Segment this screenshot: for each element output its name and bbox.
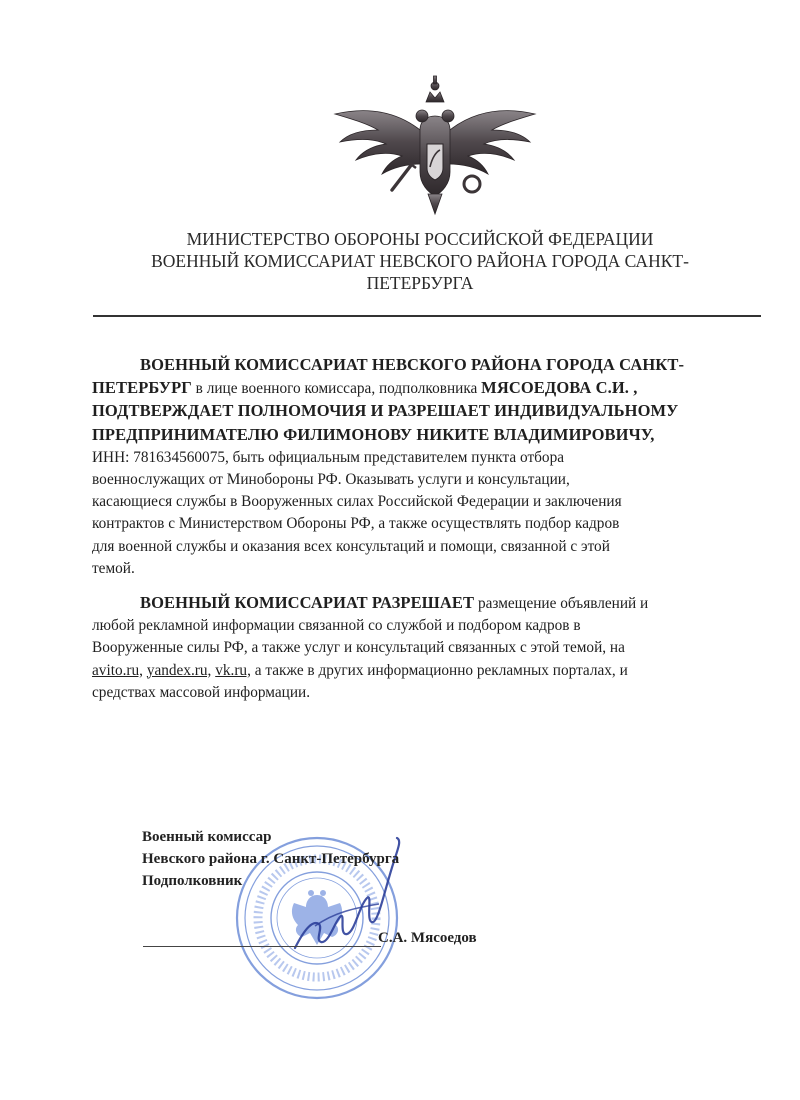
signature-line [143,946,381,947]
authorization-paragraph [92,354,764,580]
para1-line2-bold: ПЕТЕРБУРГ [92,378,192,398]
header-divider [93,315,761,317]
para2-line2: любой рекламной информации связанной со службой и подбором кадров в [92,617,581,635]
signatory-rank: Подполковник [142,873,243,889]
link-yandex[interactable]: yandex.ru, [146,661,212,679]
para1-line8: контрактов с Министерством Обороны РФ, а также осуществлять подбор кадров [92,515,620,533]
link-avito[interactable]: avito.ru, [92,661,143,679]
signatory-name: С.А. Мясоедов [378,930,477,946]
letterhead-ministry: МИНИСТЕРСТВО ОБОРОНЫ РОССИЙСКОЙ ФЕДЕРАЦИИ [186,229,654,249]
para1-line10: темой. [92,559,135,577]
letterhead-commissariat: ВОЕННЫЙ КОМИССАРИАТ НЕВСКОГО РАЙОНА ГОРОДА САНКТ- [151,251,689,271]
para1-line4: ПРЕДПРИНИМАТЕЛЮ ФИЛИМОНОВУ НИКИТЕ ВЛАДИМИРОВИЧУ, [92,424,655,444]
link-vk[interactable]: vk.ru, [215,661,251,679]
para2-line3: Вооруженные силы РФ, а также услуг и консультаций связанных с этой темой, на [92,639,625,657]
para1-line3: ПОДТВЕРЖДАЕТ ПОЛНОМОЧИЯ И РАЗРЕШАЕТ ИНДИВИДУАЛЬНОМУ [92,401,679,421]
signatory-position: Военный комиссар [142,829,272,845]
para2-line1-text: размещение объявлений и [474,595,649,612]
para1-line1: ВОЕННЫЙ КОМИССАРИАТ НЕВСКОГО РАЙОНА ГОРОДА САНКТ- [140,355,685,374]
para1-commissar-name: МЯСОЕДОВА С.И. , [481,378,638,398]
signature-block [142,826,562,892]
para2-line5: средствах массовой информации. [92,683,311,701]
letterhead [100,228,740,294]
para1-line2-text: в лице военного комиссара, подполковника [191,380,482,398]
advertising-paragraph [92,592,764,704]
letterhead-city: ПЕТЕРБУРГА [366,273,474,293]
para2-line1-bold: ВОЕННЫЙ КОМИССАРИАТ РАЗРЕШАЕТ [140,593,475,612]
para2-line4-text: а также в других информационно рекламных порталах, и [250,661,628,679]
para1-line9: для военной службы и оказания всех консультаций и помощи, связанной с этой [92,537,610,555]
para1-line7: касающиеся службы в Вооруженных силах Российской Федерации и заключения [92,493,622,511]
para1-line6: военнослужащих от Минобороны РФ. Оказывать услуги и консультации, [92,471,570,489]
para1-line5: ИНН: 781634560075, быть официальным представителем пункта отбора [92,448,565,466]
ministry-emblem-icon [330,72,540,217]
signatory-district: Невского района г. Санкт-Петербурга [142,851,400,867]
